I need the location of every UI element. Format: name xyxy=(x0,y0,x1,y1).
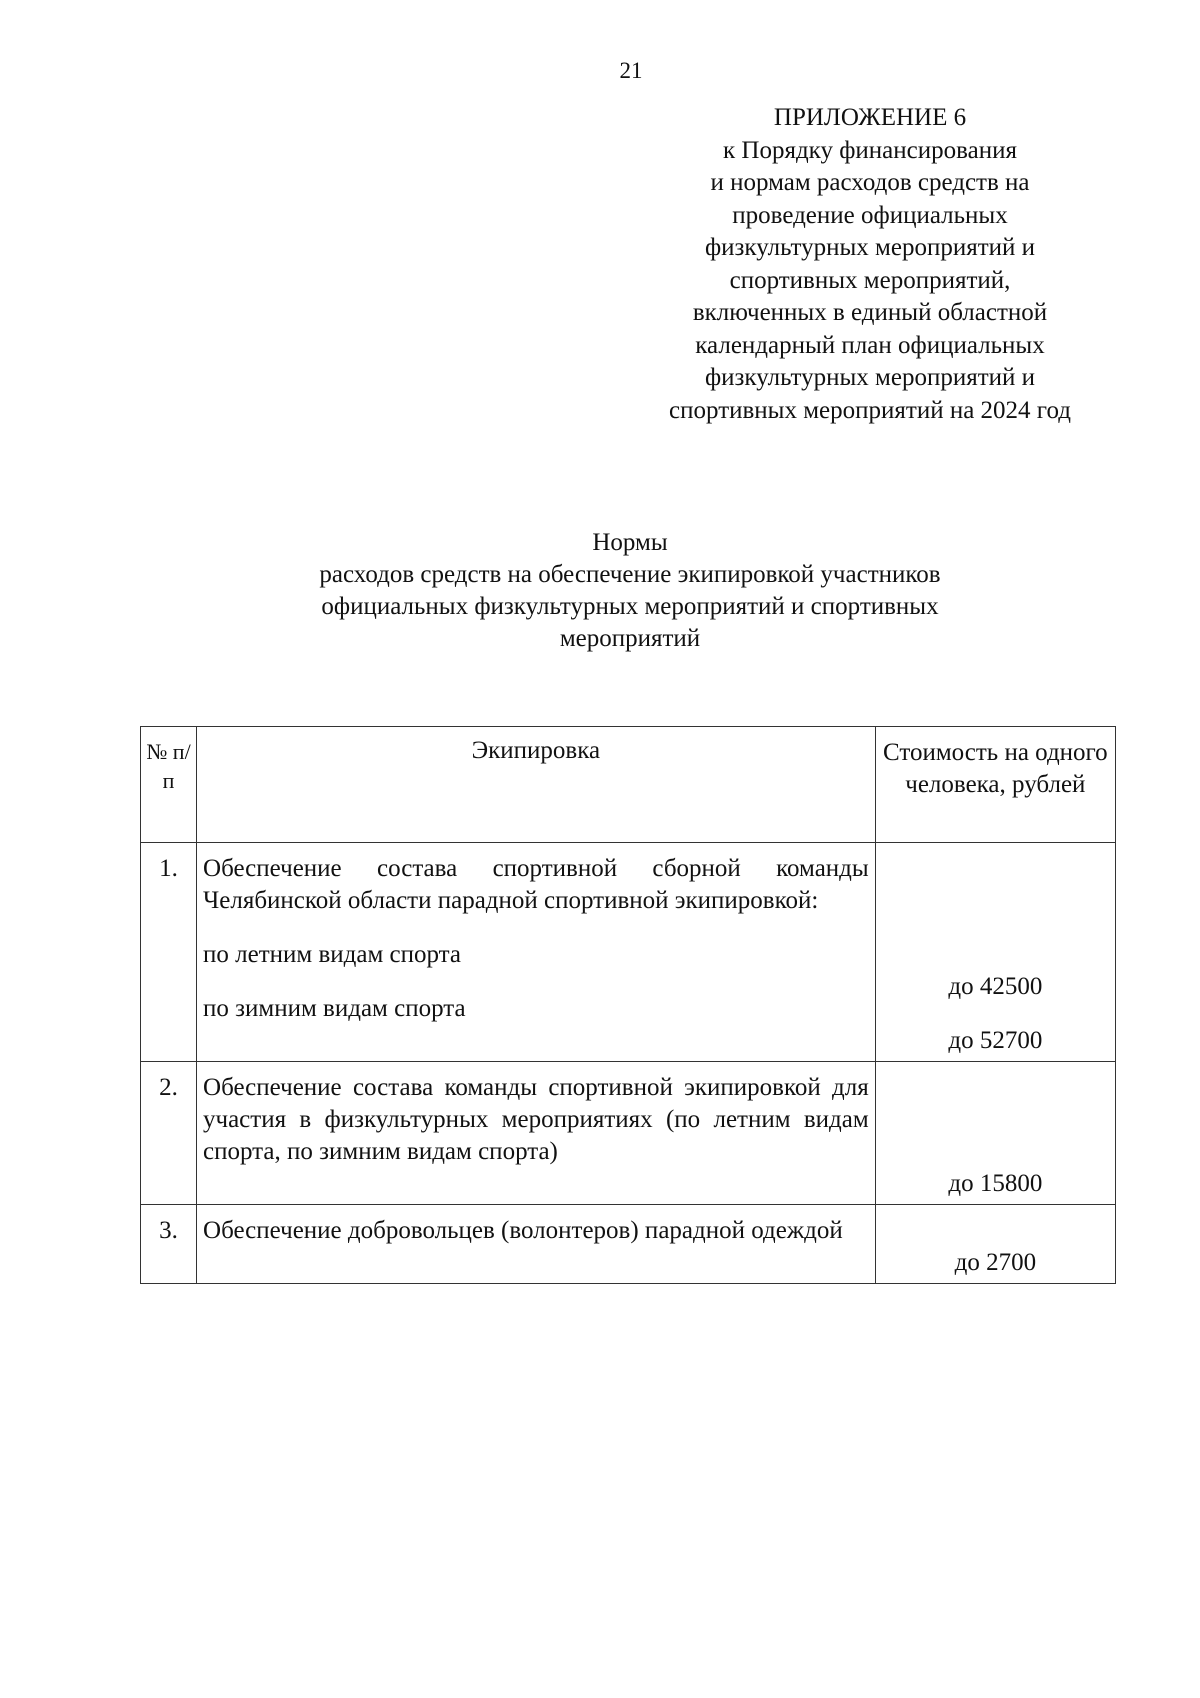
table-row xyxy=(141,1062,1116,1205)
heading-line: мероприятий xyxy=(559,625,701,652)
appendix-line: календарный план официальных xyxy=(695,331,1045,359)
header-cost: Стоимость на одного человека, рублей xyxy=(875,727,1115,843)
appendix-line: и нормам расходов средств на xyxy=(710,169,1030,196)
row-text: Обеспечение состава спортивной сборной команды Челябинской области парадной спортивной экипировкой: xyxy=(203,855,869,914)
appendix-line: физкультурных мероприятий и xyxy=(704,234,1036,261)
row-cost-value: до 15800 xyxy=(948,1170,1043,1197)
heading-line: расходов средств на обеспечение экипировкой участников xyxy=(319,561,941,588)
table-row xyxy=(141,1205,1116,1284)
sub-item-cost: до 42500 xyxy=(948,973,1043,1000)
appendix-line: включенных в единый областной xyxy=(692,299,1048,326)
row-cost-value: до 2700 xyxy=(954,1249,1037,1276)
row-cost xyxy=(875,1062,1115,1205)
row-num: 1. xyxy=(141,843,197,1062)
sub-item-cost: до 52700 xyxy=(948,1027,1043,1054)
appendix-line: физкультурных мероприятий и xyxy=(704,364,1036,391)
row-item xyxy=(197,843,876,1062)
header-item: Экипировка xyxy=(197,727,876,843)
header-num: № п/п xyxy=(141,727,197,843)
row-num: 2. xyxy=(141,1062,197,1205)
document-heading xyxy=(230,527,1030,655)
row-cost xyxy=(875,1205,1115,1284)
appendix-line: к Порядку финансирования xyxy=(723,136,1017,164)
heading-title: Нормы xyxy=(592,529,668,556)
appendix-title: ПРИЛОЖЕНИЕ 6 xyxy=(773,104,967,131)
appendix-line: спортивных мероприятий на 2024 год xyxy=(669,396,1071,424)
sub-item-label: по летним видам спорта xyxy=(203,941,462,968)
table-header-row xyxy=(141,727,1116,843)
row-item: Обеспечение добровольцев (волонтеров) парадной одеждой xyxy=(197,1205,876,1284)
row-num: 3. xyxy=(141,1205,197,1284)
row-item: Обеспечение состава команды спортивной экипировкой для участия в физкультурных мероприятиях (по летним видам спорта, по зимним видам спорта) xyxy=(197,1062,876,1205)
sub-item-label: по зимним видам спорта xyxy=(203,995,466,1022)
row-cost xyxy=(875,843,1115,1062)
appendix-block xyxy=(640,102,1100,427)
heading-line: официальных физкультурных мероприятий и спортивных xyxy=(321,593,939,620)
appendix-line: спортивных мероприятий, xyxy=(729,266,1011,294)
appendix-line: проведение официальных xyxy=(732,201,1008,229)
page-number: 21 xyxy=(619,58,643,83)
table-row xyxy=(141,843,1116,1062)
norms-table xyxy=(140,726,1116,1284)
